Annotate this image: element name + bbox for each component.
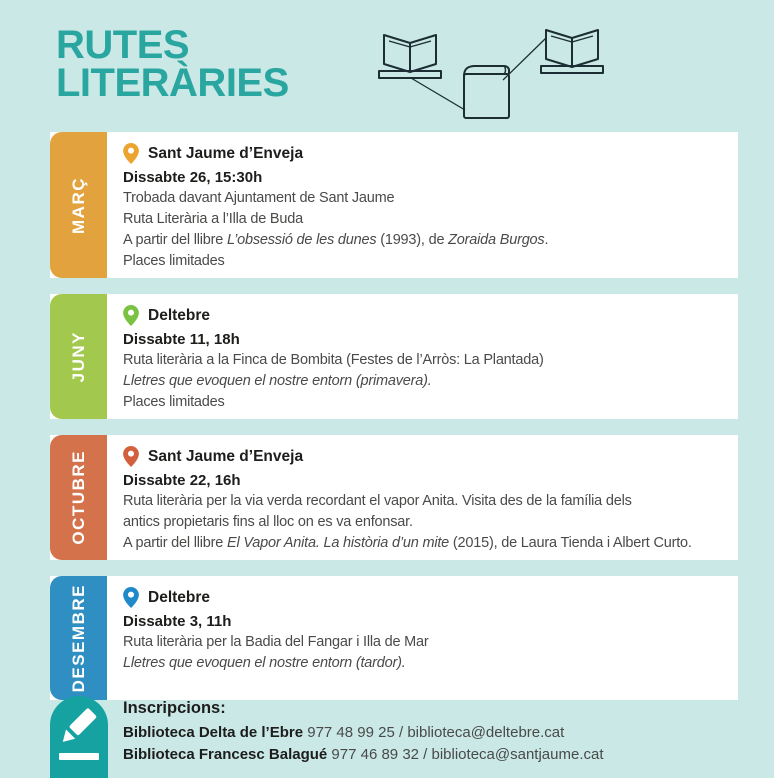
event-description-line: Ruta literària a la Finca de Bombita (Festes de l’Arròs: La Plantada)	[123, 352, 544, 368]
event-location: Sant Jaume d’Enveja	[148, 447, 304, 465]
event-datetime: Dissabte 26, 15:30h	[123, 169, 263, 186]
event-location-row	[123, 304, 730, 327]
page-title-line1: RUTES	[56, 23, 190, 67]
month-tab-label: JUNY	[68, 330, 88, 383]
event-description-line: Lletres que evoquen el nostre entorn (primavera).	[123, 373, 432, 389]
event-card-body	[107, 132, 738, 278]
inscription-entry: Biblioteca Delta de l’Ebre 977 48 99 25 / biblioteca@deltebre.cat	[123, 724, 565, 741]
page-title	[56, 23, 289, 105]
pencil-icon	[57, 705, 101, 763]
month-tab	[50, 576, 107, 700]
event-description-line: Places limitades	[123, 253, 225, 269]
event-description-line: antics propietaris fins al lloc on es va enfonsar.	[123, 514, 413, 530]
event-card-body	[107, 435, 738, 560]
inscriptions-section	[50, 696, 604, 778]
month-tab-label: OCTUBRE	[68, 450, 88, 545]
event-description-line: A partir del llibre L’obsessió de les dunes (1993), de Zoraida Burgos.	[123, 232, 549, 248]
event-datetime: Dissabte 22, 16h	[123, 472, 241, 489]
event-datetime: Dissabte 3, 11h	[123, 613, 232, 630]
month-tab	[50, 132, 107, 278]
month-tab	[50, 435, 107, 560]
event-description-line: Ruta literària per la Badia del Fangar i Illa de Mar	[123, 634, 429, 650]
inscription-library-name: Biblioteca Delta de l’Ebre	[123, 724, 304, 741]
event-card-octubre	[50, 435, 738, 560]
event-card-body	[107, 294, 738, 419]
inscriptions-text	[123, 696, 604, 778]
event-description-line: Ruta literària per la via verda recordant el vapor Anita. Visita des de la família dels	[123, 493, 632, 509]
inscriptions-lines	[123, 722, 604, 766]
event-card-març	[50, 132, 738, 278]
map-pin-icon	[123, 143, 139, 164]
events-list	[50, 132, 738, 700]
month-tab-label: MARÇ	[68, 176, 88, 234]
event-location-row	[123, 142, 730, 165]
map-pin-icon	[123, 305, 139, 326]
event-location-row	[123, 445, 730, 468]
event-card-desembre	[50, 576, 738, 700]
inscriptions-title: Inscripcions:	[123, 699, 226, 717]
event-description-line: Trobada davant Ajuntament de Sant Jaume	[123, 190, 395, 206]
month-tab	[50, 294, 107, 419]
event-location-row	[123, 586, 730, 609]
event-location: Deltebre	[148, 588, 211, 606]
map-pin-icon	[123, 587, 139, 608]
event-description-line: Places limitades	[123, 394, 225, 410]
inscriptions-badge	[50, 696, 108, 778]
event-description-line: Lletres que evoquen el nostre entorn (tardor).	[123, 655, 406, 671]
event-datetime: Dissabte 11, 18h	[123, 331, 240, 348]
inscription-entry: Biblioteca Francesc Balagué 977 46 89 32 / biblioteca@santjaume.cat	[123, 746, 604, 763]
month-tab-label: DESEMBRE	[68, 583, 88, 693]
map-pin-icon	[123, 446, 139, 467]
event-card-body	[107, 576, 738, 700]
inscription-library-name: Biblioteca Francesc Balagué	[123, 746, 328, 763]
event-location: Deltebre	[148, 306, 211, 324]
event-location: Sant Jaume d’Enveja	[148, 144, 304, 162]
books-route-icon	[373, 26, 615, 126]
event-description-line: A partir del llibre El Vapor Anita. La història d’un mite (2015), de Laura Tienda i Albert Curto.	[123, 535, 692, 551]
event-description-line: Ruta Literària a l’Illa de Buda	[123, 211, 303, 227]
event-card-juny	[50, 294, 738, 419]
page-title-line2: LITERÀRIES	[56, 61, 289, 105]
